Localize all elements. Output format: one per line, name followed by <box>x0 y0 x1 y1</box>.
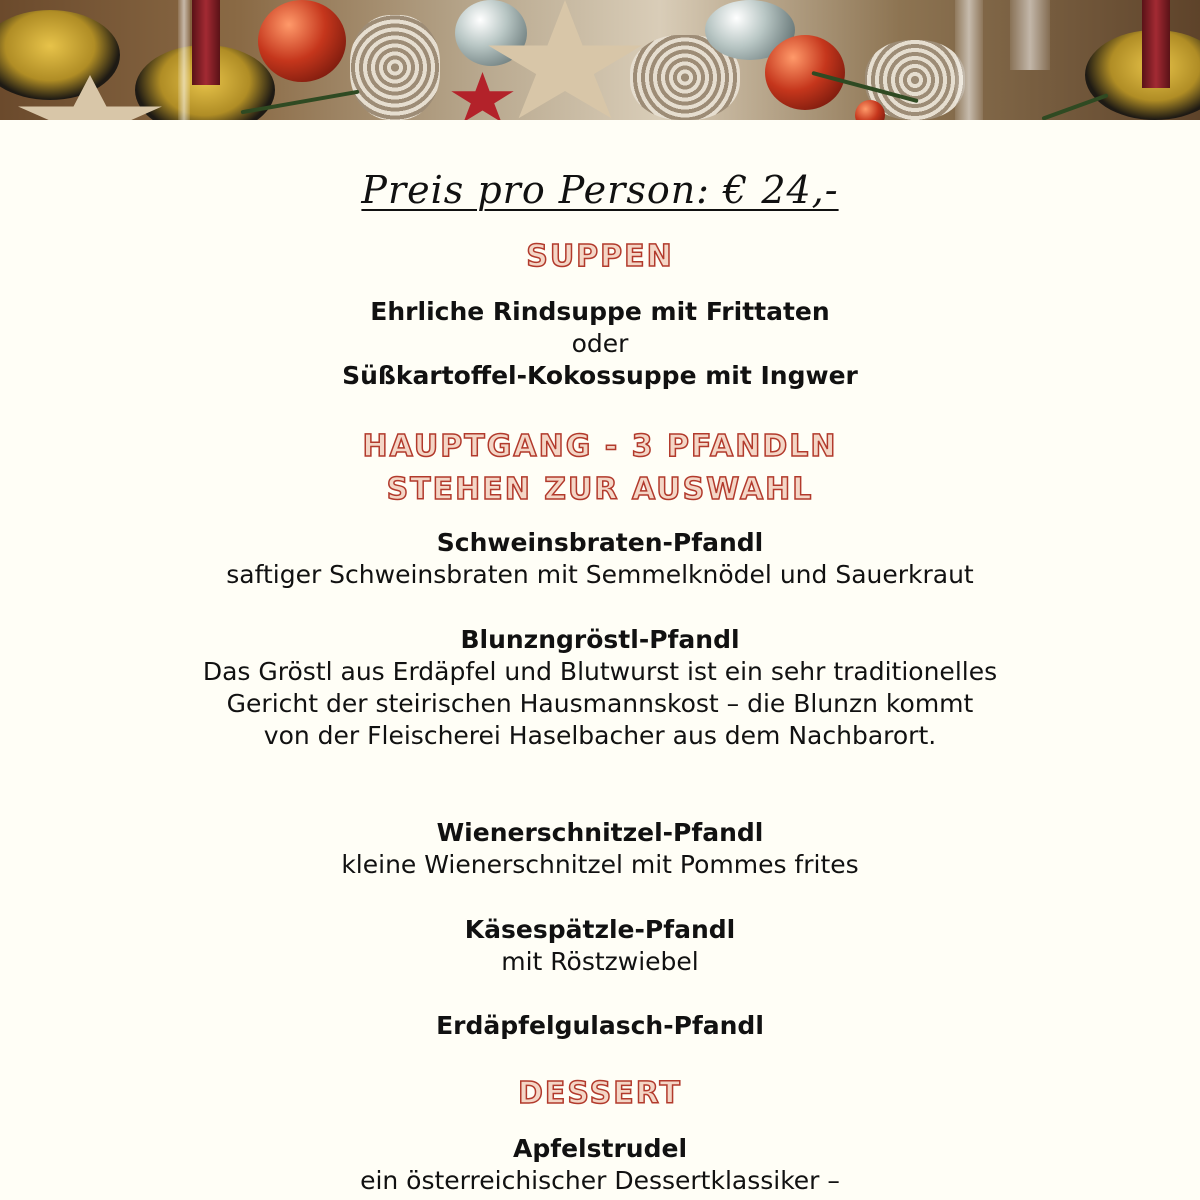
red-candle-left <box>192 0 220 85</box>
dish-name-schweinsbraten: Schweinsbraten-Pfandl <box>436 528 764 557</box>
red-candle-right <box>1142 0 1170 88</box>
price-per-person: Preis pro Person: € 24,- <box>361 168 839 212</box>
dish-desc-kaesespaetzle: mit Röstzwiebel <box>501 947 699 976</box>
candle-holder <box>955 0 983 120</box>
fir-twig-3 <box>1041 93 1108 120</box>
soup-option-2: Süßkartoffel-Kokossuppe mit Ingwer <box>342 361 858 390</box>
section-title-main-line2: STEHEN ZUR AUSWAHL <box>386 472 814 507</box>
header-photo-banner <box>0 0 1200 120</box>
section-title-soups: SUPPEN <box>526 239 674 274</box>
dish-desc-schweinsbraten: saftiger Schweinsbraten mit Semmelknödel und Sauerkraut <box>226 560 974 589</box>
dish-name-blunzngroestl: Blunzngröstl-Pfandl <box>460 625 740 654</box>
dish-name-wienerschnitzel: Wienerschnitzel-Pfandl <box>436 818 764 847</box>
dessert-name: Apfelstrudel <box>512 1134 688 1163</box>
dessert-desc: ein österreichischer Dessertklassiker – <box>360 1166 840 1195</box>
soup-option-1: Ehrliche Rindsuppe mit Frittaten <box>370 297 830 326</box>
red-star <box>450 72 515 120</box>
dish-name-kaesespaetzle: Käsespätzle-Pfandl <box>464 915 736 944</box>
wine-glass-left <box>178 0 190 120</box>
pinecone-left <box>350 15 440 120</box>
red-bauble-left <box>258 0 346 82</box>
dish-desc-blunzngroestl: Das Gröstl aus Erdäpfel und Blutwurst ist ein sehr traditionelles Gericht der steirischen Hausmannskost – die Blunzn kommt von der Fleischerei Haselbacher aus dem Nachbarort. <box>202 657 998 750</box>
soup-or-separator: oder <box>571 329 629 358</box>
section-title-main-line1: HAUPTGANG - 3 PFANDLN <box>362 429 838 464</box>
golden-bowl-left <box>0 10 120 100</box>
dish-name-erdaepfelgulasch: Erdäpfelgulasch-Pfandl <box>436 1011 764 1040</box>
wine-glass-right <box>1010 0 1050 70</box>
section-title-dessert: DESSERT <box>518 1076 682 1111</box>
dish-desc-wienerschnitzel: kleine Wienerschnitzel mit Pommes frites <box>341 850 859 879</box>
red-bauble-center <box>765 35 845 110</box>
